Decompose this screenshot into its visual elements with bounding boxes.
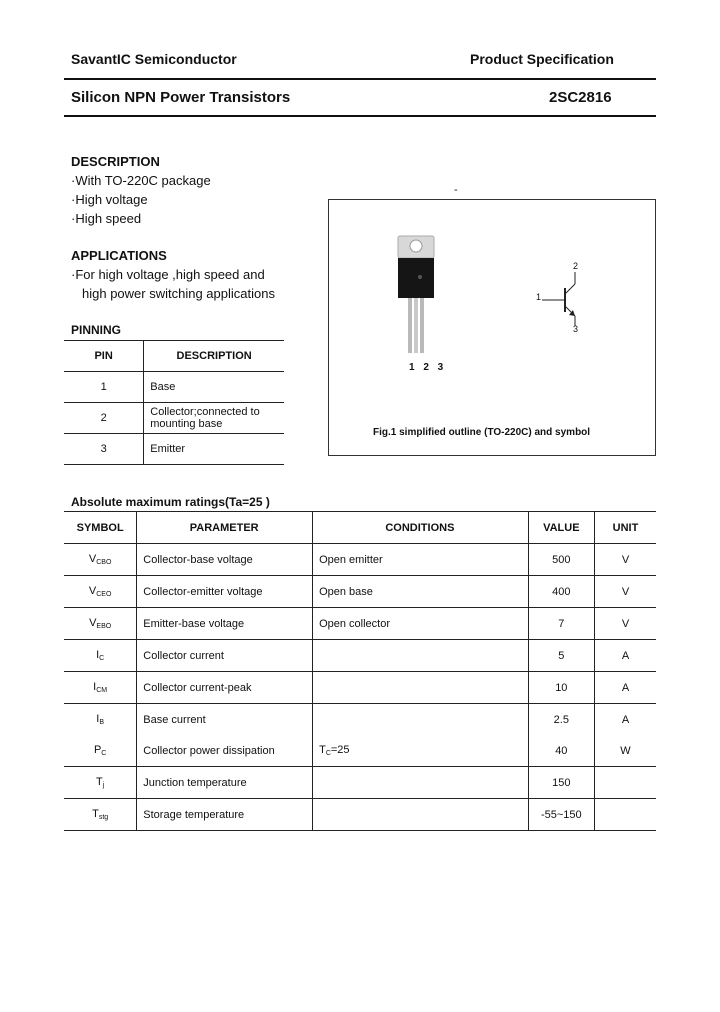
symbol-pin-1: 1	[536, 292, 542, 302]
value-cell: 400	[528, 576, 594, 608]
conditions-cell	[313, 767, 529, 799]
value-cell: 7	[528, 608, 594, 640]
value-cell: 10	[528, 672, 594, 704]
unit-cell: W	[594, 735, 656, 767]
pin-description: Collector;connected to mounting base	[144, 403, 284, 434]
table-row	[64, 576, 656, 608]
conditions-cell	[313, 799, 529, 831]
figure-box	[328, 199, 656, 456]
conditions-cell: Open base	[313, 576, 529, 608]
value-cell: -55~150	[528, 799, 594, 831]
pinning-title: PINNING	[71, 323, 122, 337]
table-row	[64, 672, 656, 704]
pin-description: Emitter	[144, 434, 284, 465]
conditions-header: CONDITIONS	[313, 512, 529, 544]
symbol-pin-3: 3	[573, 324, 579, 334]
symbol-cell: $V_{EBO}$	[64, 608, 137, 640]
ratings-header-row	[64, 512, 656, 544]
package-pin-labels: 1 2 3	[409, 362, 447, 373]
table-row	[64, 704, 656, 736]
value-cell: 150	[528, 767, 594, 799]
pinning-table	[64, 340, 284, 465]
applications-line: high power switching applications	[82, 286, 275, 301]
parameter-cell: Junction temperature	[137, 767, 313, 799]
value-cell: 500	[528, 544, 594, 576]
symbol-cell: $V_{CBO}$	[64, 544, 137, 576]
unit-cell: A	[594, 704, 656, 736]
unit-cell	[594, 799, 656, 831]
unit-cell: V	[594, 608, 656, 640]
product-line: Silicon NPN Power Transistors	[71, 89, 291, 106]
symbol-cell: $T_j$	[64, 767, 137, 799]
symbol-cell: $I_C$	[64, 640, 137, 672]
parameter-cell: Collector current	[137, 640, 313, 672]
unit-cell: V	[594, 544, 656, 576]
symbol-cell: $P_C$	[64, 735, 137, 767]
value-cell: 40	[528, 735, 594, 767]
symbol-pin-2: 2	[573, 261, 579, 271]
parameter-cell: Emitter-base voltage	[137, 608, 313, 640]
figure-caption: Fig.1 simplified outline (TO-220C) and symbol	[373, 427, 591, 438]
symbol-cell: $T_{stg}$	[64, 799, 137, 831]
parameter-cell: Base current	[137, 704, 313, 736]
parameter-cell: Collector power dissipation	[137, 735, 313, 767]
pin-header: PIN	[64, 341, 144, 372]
doc-type: Product Specification	[470, 51, 614, 67]
unit-cell: A	[594, 640, 656, 672]
applications-title: APPLICATIONS	[71, 248, 167, 263]
value-cell: 5	[528, 640, 594, 672]
unit-cell: A	[594, 672, 656, 704]
pinning-header-row	[64, 341, 284, 372]
ratings-table	[64, 511, 656, 831]
parameter-cell: Storage temperature	[137, 799, 313, 831]
table-row	[64, 544, 656, 576]
description-item: ·High voltage	[71, 192, 148, 207]
symbol-cell: $I_B$	[96, 713, 104, 726]
unit-cell: V	[594, 576, 656, 608]
pin-number: 2	[64, 403, 144, 434]
to220-package-image	[329, 200, 655, 455]
part-number: 2SC2816	[549, 89, 612, 106]
conditions-cell: Open emitter	[313, 544, 529, 576]
pin-number: 3	[64, 434, 144, 465]
description-title: DESCRIPTION	[71, 154, 160, 169]
value-cell: 2.5	[528, 704, 594, 736]
description-item: ·High speed	[71, 211, 142, 226]
header-rule-bottom	[64, 115, 656, 117]
unit-header: UNIT	[594, 512, 656, 544]
table-row	[64, 608, 656, 640]
pin-description: Base	[144, 372, 284, 403]
parameter-header: PARAMETER	[137, 512, 313, 544]
value-header: VALUE	[528, 512, 594, 544]
applications-line: ·For high voltage ,high speed and	[71, 267, 265, 282]
parameter-cell: Collector-emitter voltage	[137, 576, 313, 608]
table-row	[64, 799, 656, 831]
description-item: ·With TO-220C package	[71, 173, 211, 188]
header-rule-top	[64, 78, 656, 80]
pin-description-header: DESCRIPTION	[144, 341, 284, 372]
symbol-cell: $I_{CM}$	[64, 672, 137, 704]
figure-dash: -	[454, 184, 458, 196]
conditions-cell	[313, 704, 529, 736]
table-row	[64, 403, 284, 434]
conditions-cell: Open collector	[313, 608, 529, 640]
table-row	[64, 640, 656, 672]
parameter-cell: Collector-base voltage	[137, 544, 313, 576]
table-row	[64, 372, 284, 403]
symbol-cell: $V_{CEO}$	[64, 576, 137, 608]
table-row	[64, 767, 656, 799]
conditions-cell	[313, 640, 529, 672]
table-row	[64, 434, 284, 465]
pin-number: 1	[64, 372, 144, 403]
unit-cell	[594, 767, 656, 799]
parameter-cell: Collector current-peak	[137, 672, 313, 704]
symbol-header: SYMBOL	[64, 512, 137, 544]
table-row	[64, 735, 656, 767]
conditions-cell: $T_C=25$	[313, 735, 529, 767]
conditions-cell	[313, 672, 529, 704]
ratings-title: Absolute maximum ratings(Ta=25 )	[71, 495, 270, 509]
company-name: SavantIC Semiconductor	[71, 51, 237, 67]
